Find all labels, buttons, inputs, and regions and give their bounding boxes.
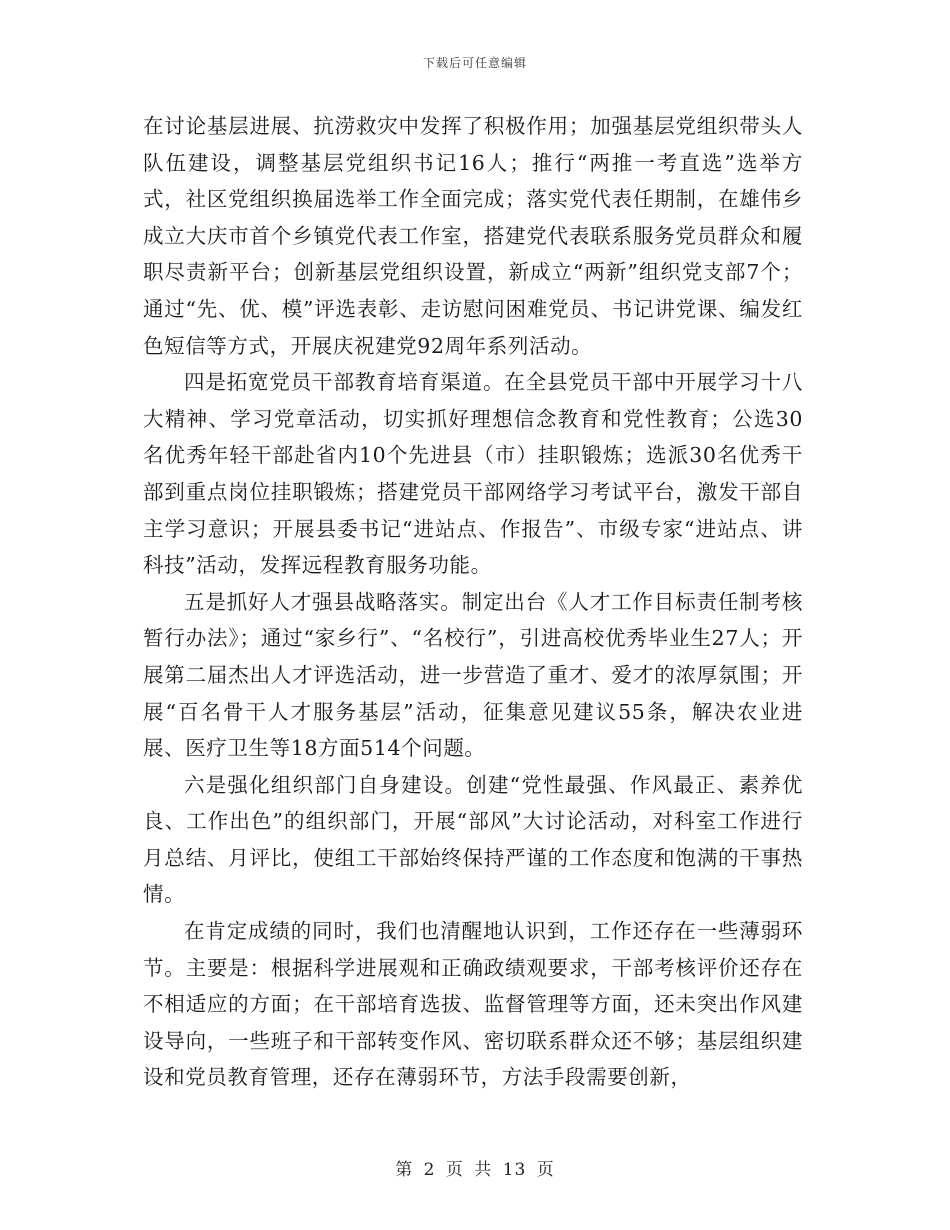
paragraph-party-education: 四是拓宽党员干部教育培育渠道。在全县党员干部中开展学习十八大精神、学习党章活动，切实抓好理想信念教育和党性教育；公选30名优秀年轻干部赴省内10个先进县（市）挂职锻炼；选派30名优秀干部到重点岗位挂职锻炼；搭建党员干部网络学习考试平台，激发干部自主学习意识；开展县委书记“进站点、作报告”、市级专家“进站点、讲科技”活动，发挥远程教育服务功能。 (143, 370, 803, 578)
paragraph-continued: 在讨论基层进展、抗涝救灾中发挥了积极作用；加强基层党组织带头人队伍建设，调整基层党组织书记16人；推行“两推一考直选”选举方式，社区党组织换届选举工作全面完成；落实党代表任期制，在雄伟乡成立大庆市首个乡镇党代表工作室，搭建党代表联系服务党员群众和履职尽责新平台；创新基层党组织设置，新成立“两新”组织党支部7个；通过“先、优、模”评选表彰、走访慰问困难党员、书记讲党课、编发红色短信等方式，开展庆祝建党92周年系列活动。 (143, 114, 803, 358)
paragraph-talent-strategy: 五是抓好人才强县战略落实。制定出台《人才工作目标责任制考核暂行办法》；通过“家乡行”、“名校行”，引进高校优秀毕业生27人；开展第二届杰出人才评选活动，进一步营造了重才、爱才的浓厚氛围；开展“百名骨干人才服务基层”活动，征集意见建议55条，解决农业进展、医疗卫生等18方面514个问题。 (143, 589, 803, 761)
paragraph-department-building: 六是强化组织部门自身建设。创建“党性最强、作风最正、素养优良、工作出色”的组织部门，开展“部风”大讨论活动，对科室工作进行月总结、月评比，使组工干部始终保持严谨的工作态度和饱满的干事热情。 (143, 772, 803, 907)
paragraph-weaknesses: 在肯定成绩的同时，我们也清醒地认识到，工作还存在一些薄弱环节。主要是：根据科学进展观和正确政绩观要求，干部考核评价还存在不相适应的方面；在干部培育选拔、监督管理等方面，还未突出作风建设导向，一些班子和干部转变作风、密切联系群众还不够；基层组织建设和党员教育管理，还存在薄弱环节，方法手段需要创新， (143, 919, 803, 1090)
document-body (143, 108, 803, 1096)
page-header: 下载后可任意编辑 (422, 56, 527, 70)
page-number: 第 2 页 共 13 页 (395, 1160, 555, 1180)
